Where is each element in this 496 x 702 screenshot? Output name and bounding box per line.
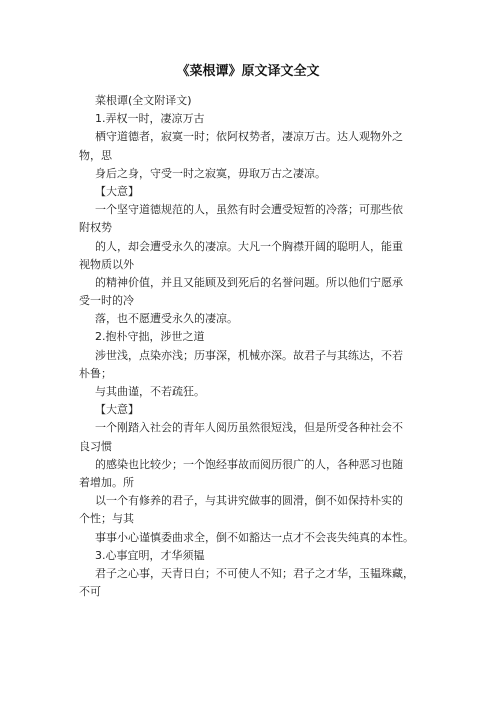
text-line: 物，思 [79,148,112,162]
text-line: 3.心事宜明，才华须韫 [95,548,205,562]
text-line: 事事小心谨慎委曲求全，倒不如豁达一点才不会丧失纯真的本性。 [95,530,414,544]
text-line: 着增加。所 [79,475,134,489]
text-line: 受一时的冷 [79,294,134,308]
text-line: 一个坚守道德规范的人，虽然有时会遭受短暂的冷落；可那些依 [95,203,403,217]
text-line: 【大意】 [95,184,139,198]
text-line: 【大意】 [95,403,139,417]
text-line: 不可 [79,585,101,599]
text-line: 朴鲁； [79,366,112,380]
text-line: 以一个有修养的君子，与其讲究做事的圆滑，倒不如保持朴实的 [95,494,403,508]
text-line: 落，也不愿遭受永久的凄凉。 [95,312,238,326]
text-line: 的精神价值，并且又能顾及到死后的名誉问题。所以他们宁愿承 [95,275,403,289]
text-line: 的感染也比较少；一个饱经事故而阅历很广的人，各种恶习也随 [95,457,403,471]
text-line: 栖守道德者，寂寞一时；依阿权势者，凄凉万古。达人观物外之 [95,130,403,144]
text-line: 一个刚踏入社会的青年人阅历虽然很短浅，但是所受各种社会不 [95,421,403,435]
text-line: 的人，却会遭受永久的凄凉。大凡一个胸襟开阔的聪明人，能重 [95,239,403,253]
text-line: 良习惯 [79,439,112,453]
document-body [79,92,419,601]
text-line: 个性；与其 [79,512,134,526]
text-line: 1.弄权一时，凄凉万古 [95,112,205,126]
text-line: 涉世浅，点染亦浅；历事深，机械亦深。故君子与其练达，不若 [95,348,403,362]
text-line: 2.抱朴守拙，涉世之道 [95,330,205,344]
text-line: 菜根谭(全文附译文) [95,94,192,107]
text-line: 附权势 [79,221,112,235]
text-line: 身后之身，守受一时之寂寞，毋取万古之凄凉。 [95,166,326,180]
text-line: 视物质以外 [79,257,134,271]
text-line: 与其曲谨，不若疏狂。 [95,385,205,398]
text-line: 君子之心事，天青日白；不可使人不知；君子之才华，玉韫珠藏， [95,566,414,580]
document-title: 《菜根谭》原文译文全文 [176,64,320,79]
